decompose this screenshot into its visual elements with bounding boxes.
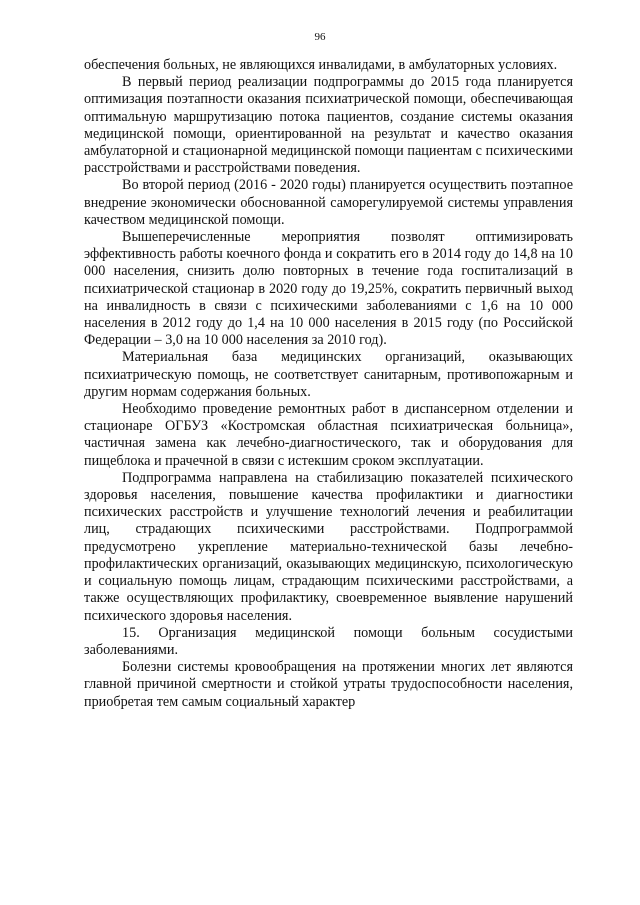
paragraph-9: Болезни системы кровообращения на протяжении многих лет являются главной причиной смертности и стойкой утраты трудоспособности населения, приобретая тем самым социальный характер bbox=[84, 659, 573, 710]
page-number: 96 bbox=[314, 31, 326, 43]
paragraph-4: Вышеперечисленные мероприятия позволят оптимизировать эффективность работы коечного фонда и сократить его в 2014 году до 14,8 на 10 000 населения, снизить долю повторных в течение года госпитализаций в психиатрической стационар в 2020 году до 19,25%, сократить первичный выход на инвалидность в связи с психическими заболеваниями с 1,6 на 10 000 населения в 2012 году до 1,4 на 10 000 населения в 2015 году (по Российской Федерации – 3,0 на 10 000 населения за 2010 год). bbox=[84, 229, 573, 349]
paragraph-1: обеспечения больных, не являющихся инвалидами, в амбулаторных условиях. bbox=[84, 57, 558, 73]
section-heading: 15. Организация медицинской помощи больным сосудистыми заболеваниями. bbox=[84, 624, 573, 658]
paragraph-6: Необходимо проведение ремонтных работ в диспансерном отделении и стационаре ОГБУЗ «Костромская областная психиатрическая больница», частичная замена как лечебно-диагностического, так и оборудования для пищеблока и прачечной в связи с истекшим сроком эксплуатации. bbox=[84, 401, 573, 469]
document-body bbox=[84, 57, 573, 711]
paragraph-7: Подпрограмма направлена на стабилизацию показателей психического здоровья населения, повышение качества профилактики и диагностики психических расстройств и улучшение технологий лечения и реабилитации лиц, страдающих психическими расстройствами. Подпрограммой предусмотрено укрепление материально-технической базы лечебно-профилактических организаций, оказывающих медицинскую, психологическую и социальную помощь лицам, страдающим психическими расстройствами, а также осуществляющих профилактику, своевременное выявление нарушений психического здоровья населения. bbox=[84, 469, 573, 624]
paragraph-2: В первый период реализации подпрограммы до 2015 года планируется оптимизация поэтапности оказания психиатрической помощи, обеспечивающая оптимальную маршрутизацию потока пациентов, создание системы оказания медицинской помощи, ориентированной на результат и качество оказания амбулаторной и стационарной медицинской помощи пациентам с психическими расстройствами и расстройствами поведения. bbox=[84, 74, 573, 177]
paragraph-3: Во второй период (2016 - 2020 годы) планируется осуществить поэтапное внедрение экономически обоснованной саморегулируемой системы управления качеством медицинской помощи. bbox=[84, 177, 573, 228]
paragraph-5: Материальная база медицинских организаций, оказывающих психиатрическую помощь, не соответствует санитарным, противопожарным и другим нормам содержания больных. bbox=[84, 349, 573, 400]
